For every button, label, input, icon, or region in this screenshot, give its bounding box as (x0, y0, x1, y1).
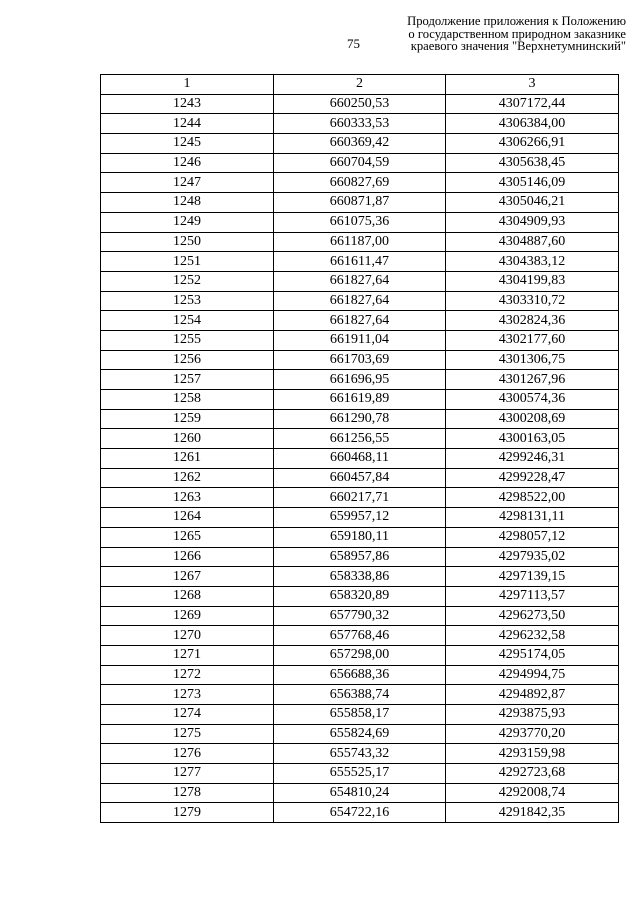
table-row (101, 153, 619, 173)
cell-point-number: 1254 (101, 311, 274, 331)
cell-y-coordinate: 4303310,72 (446, 291, 619, 311)
table-row (101, 567, 619, 587)
cell-y-coordinate: 4297935,02 (446, 547, 619, 567)
column-header-x: 2 (274, 75, 446, 95)
table-row (101, 311, 619, 331)
cell-x-coordinate: 655824,69 (274, 724, 446, 744)
cell-point-number: 1252 (101, 271, 274, 291)
cell-point-number: 1278 (101, 783, 274, 803)
cell-point-number: 1269 (101, 606, 274, 626)
cell-x-coordinate: 660871,87 (274, 193, 446, 213)
page-number: 75 (347, 36, 360, 51)
cell-y-coordinate: 4304887,60 (446, 232, 619, 252)
cell-y-coordinate: 4294994,75 (446, 665, 619, 685)
appendix-header-line: о государственном природном заказнике (408, 26, 626, 41)
cell-x-coordinate: 661290,78 (274, 409, 446, 429)
table-row (101, 665, 619, 685)
table-row (101, 685, 619, 705)
cell-y-coordinate: 4298131,11 (446, 508, 619, 528)
cell-x-coordinate: 657298,00 (274, 645, 446, 665)
cell-y-coordinate: 4293770,20 (446, 724, 619, 744)
cell-y-coordinate: 4298522,00 (446, 488, 619, 508)
cell-y-coordinate: 4302177,60 (446, 330, 619, 350)
cell-x-coordinate: 655743,32 (274, 744, 446, 764)
cell-x-coordinate: 661187,00 (274, 232, 446, 252)
cell-y-coordinate: 4302824,36 (446, 311, 619, 331)
cell-point-number: 1258 (101, 390, 274, 410)
cell-y-coordinate: 4301306,75 (446, 350, 619, 370)
table-row (101, 350, 619, 370)
cell-point-number: 1270 (101, 626, 274, 646)
table-row (101, 626, 619, 646)
table-row (101, 409, 619, 429)
cell-x-coordinate: 660704,59 (274, 153, 446, 173)
cell-y-coordinate: 4292723,68 (446, 764, 619, 784)
cell-y-coordinate: 4305146,09 (446, 173, 619, 193)
cell-x-coordinate: 661827,64 (274, 311, 446, 331)
cell-x-coordinate: 661827,64 (274, 271, 446, 291)
cell-x-coordinate: 660217,71 (274, 488, 446, 508)
table-row (101, 449, 619, 469)
cell-y-coordinate: 4294892,87 (446, 685, 619, 705)
table-row (101, 429, 619, 449)
cell-y-coordinate: 4292008,74 (446, 783, 619, 803)
cell-x-coordinate: 661075,36 (274, 212, 446, 232)
cell-x-coordinate: 660250,53 (274, 94, 446, 114)
cell-x-coordinate: 660333,53 (274, 114, 446, 134)
cell-point-number: 1250 (101, 232, 274, 252)
cell-y-coordinate: 4291842,35 (446, 803, 619, 823)
cell-point-number: 1266 (101, 547, 274, 567)
cell-point-number: 1268 (101, 586, 274, 606)
column-header-point: 1 (101, 75, 274, 95)
cell-y-coordinate: 4296273,50 (446, 606, 619, 626)
table-row (101, 606, 619, 626)
cell-y-coordinate: 4305046,21 (446, 193, 619, 213)
cell-x-coordinate: 656388,74 (274, 685, 446, 705)
table-row (101, 134, 619, 154)
cell-point-number: 1248 (101, 193, 274, 213)
cell-x-coordinate: 661703,69 (274, 350, 446, 370)
cell-y-coordinate: 4305638,45 (446, 153, 619, 173)
cell-x-coordinate: 658338,86 (274, 567, 446, 587)
table-row (101, 705, 619, 725)
table-header-row (101, 75, 619, 95)
table-row (101, 724, 619, 744)
cell-x-coordinate: 654722,16 (274, 803, 446, 823)
cell-point-number: 1274 (101, 705, 274, 725)
cell-point-number: 1247 (101, 173, 274, 193)
table-row (101, 173, 619, 193)
cell-point-number: 1243 (101, 94, 274, 114)
cell-x-coordinate: 660827,69 (274, 173, 446, 193)
cell-y-coordinate: 4297113,57 (446, 586, 619, 606)
cell-point-number: 1262 (101, 468, 274, 488)
cell-point-number: 1277 (101, 764, 274, 784)
table-row (101, 291, 619, 311)
table-row (101, 193, 619, 213)
cell-y-coordinate: 4300574,36 (446, 390, 619, 410)
cell-x-coordinate: 661256,55 (274, 429, 446, 449)
cell-point-number: 1271 (101, 645, 274, 665)
cell-y-coordinate: 4304383,12 (446, 252, 619, 272)
table-row (101, 586, 619, 606)
cell-x-coordinate: 655525,17 (274, 764, 446, 784)
cell-point-number: 1255 (101, 330, 274, 350)
cell-point-number: 1273 (101, 685, 274, 705)
table-row (101, 271, 619, 291)
table-row (101, 114, 619, 134)
cell-point-number: 1249 (101, 212, 274, 232)
cell-point-number: 1279 (101, 803, 274, 823)
cell-point-number: 1245 (101, 134, 274, 154)
table-row (101, 744, 619, 764)
table-row (101, 527, 619, 547)
cell-x-coordinate: 660369,42 (274, 134, 446, 154)
cell-y-coordinate: 4306384,00 (446, 114, 619, 134)
cell-y-coordinate: 4293875,93 (446, 705, 619, 725)
cell-y-coordinate: 4296232,58 (446, 626, 619, 646)
cell-point-number: 1244 (101, 114, 274, 134)
cell-point-number: 1259 (101, 409, 274, 429)
cell-point-number: 1276 (101, 744, 274, 764)
table-row (101, 803, 619, 823)
cell-y-coordinate: 4301267,96 (446, 370, 619, 390)
cell-y-coordinate: 4295174,05 (446, 645, 619, 665)
cell-x-coordinate: 661827,64 (274, 291, 446, 311)
cell-point-number: 1275 (101, 724, 274, 744)
appendix-header-line: краевого значения "Верхнетумнинский" (410, 39, 626, 53)
cell-x-coordinate: 661696,95 (274, 370, 446, 390)
cell-x-coordinate: 657790,32 (274, 606, 446, 626)
table-row (101, 645, 619, 665)
cell-x-coordinate: 660468,11 (274, 449, 446, 469)
cell-point-number: 1260 (101, 429, 274, 449)
cell-x-coordinate: 658320,89 (274, 586, 446, 606)
table-row (101, 764, 619, 784)
cell-point-number: 1253 (101, 291, 274, 311)
cell-y-coordinate: 4299246,31 (446, 449, 619, 469)
cell-x-coordinate: 661619,89 (274, 390, 446, 410)
table-row (101, 783, 619, 803)
cell-point-number: 1246 (101, 153, 274, 173)
table-row (101, 232, 619, 252)
cell-y-coordinate: 4298057,12 (446, 527, 619, 547)
table-row (101, 468, 619, 488)
column-header-y: 3 (446, 75, 619, 95)
cell-point-number: 1251 (101, 252, 274, 272)
cell-y-coordinate: 4300163,05 (446, 429, 619, 449)
cell-x-coordinate: 661611,47 (274, 252, 446, 272)
cell-x-coordinate: 654810,24 (274, 783, 446, 803)
appendix-header (407, 15, 626, 53)
cell-x-coordinate: 655858,17 (274, 705, 446, 725)
cell-point-number: 1267 (101, 567, 274, 587)
table-row (101, 212, 619, 232)
cell-point-number: 1263 (101, 488, 274, 508)
cell-point-number: 1272 (101, 665, 274, 685)
coordinates-table (100, 74, 619, 823)
table-row (101, 508, 619, 528)
cell-x-coordinate: 657768,46 (274, 626, 446, 646)
cell-point-number: 1265 (101, 527, 274, 547)
cell-y-coordinate: 4304909,93 (446, 212, 619, 232)
cell-point-number: 1256 (101, 350, 274, 370)
table-row (101, 330, 619, 350)
table-row (101, 252, 619, 272)
cell-x-coordinate: 660457,84 (274, 468, 446, 488)
cell-y-coordinate: 4306266,91 (446, 134, 619, 154)
cell-y-coordinate: 4299228,47 (446, 468, 619, 488)
cell-x-coordinate: 659957,12 (274, 508, 446, 528)
appendix-header-line: Продолжение приложения к Положению (407, 14, 626, 28)
cell-x-coordinate: 659180,11 (274, 527, 446, 547)
cell-point-number: 1261 (101, 449, 274, 469)
table-row (101, 370, 619, 390)
table-row (101, 488, 619, 508)
table-row (101, 94, 619, 114)
table-row (101, 390, 619, 410)
table-body (101, 94, 619, 822)
cell-y-coordinate: 4300208,69 (446, 409, 619, 429)
table-row (101, 547, 619, 567)
cell-x-coordinate: 656688,36 (274, 665, 446, 685)
cell-x-coordinate: 658957,86 (274, 547, 446, 567)
cell-y-coordinate: 4307172,44 (446, 94, 619, 114)
cell-point-number: 1257 (101, 370, 274, 390)
cell-y-coordinate: 4293159,98 (446, 744, 619, 764)
cell-point-number: 1264 (101, 508, 274, 528)
cell-y-coordinate: 4297139,15 (446, 567, 619, 587)
cell-y-coordinate: 4304199,83 (446, 271, 619, 291)
cell-x-coordinate: 661911,04 (274, 330, 446, 350)
